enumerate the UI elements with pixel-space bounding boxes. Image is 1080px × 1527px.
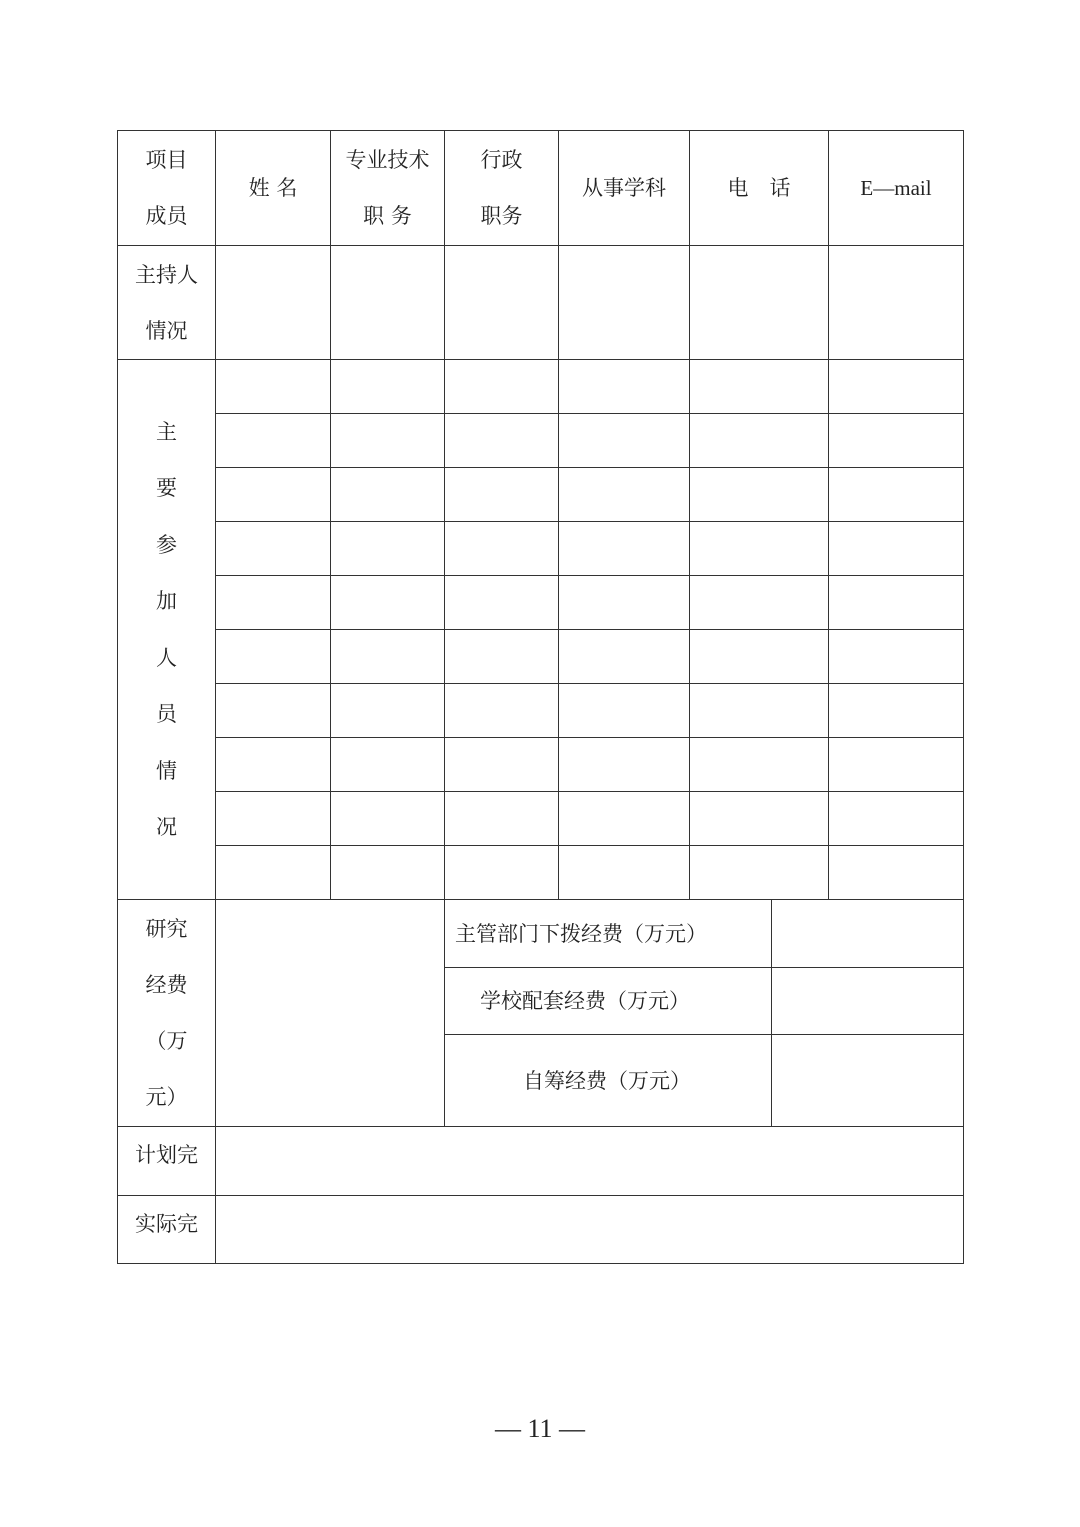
header-tech-title-label: 专业技术 职 务 (345, 148, 430, 228)
participants-label-cell (118, 360, 216, 900)
planned-input[interactable] (216, 1127, 964, 1196)
header-email-label: E—mail (860, 176, 932, 200)
header-phone-label: 电 话 (727, 176, 791, 200)
header-discipline-cell (559, 131, 690, 246)
participant-name-input[interactable] (216, 846, 331, 900)
funding-self-input[interactable] (772, 1035, 964, 1127)
participant-name-input[interactable] (216, 630, 331, 684)
participant-tech-title-input[interactable] (331, 522, 445, 576)
participant-name-input[interactable] (216, 738, 331, 792)
funding-label: 研究 经费 （万 元） (145, 917, 188, 1109)
participant-email-input[interactable] (829, 414, 964, 468)
participant-discipline-input[interactable] (559, 792, 690, 846)
participant-discipline-input[interactable] (559, 630, 690, 684)
participant-admin-title-input[interactable] (445, 684, 559, 738)
participant-email-input[interactable] (829, 630, 964, 684)
participant-admin-title-input[interactable] (445, 522, 559, 576)
participant-name-input[interactable] (216, 522, 331, 576)
participant-tech-title-input[interactable] (331, 414, 445, 468)
participant-discipline-input[interactable] (559, 738, 690, 792)
participant-discipline-input[interactable] (559, 522, 690, 576)
funding-school-label-cell (445, 968, 772, 1035)
host-tech-title-input[interactable] (331, 246, 445, 360)
participant-email-input[interactable] (829, 684, 964, 738)
host-email-input[interactable] (829, 246, 964, 360)
participant-discipline-input[interactable] (559, 576, 690, 630)
funding-self-label: 自筹经费（万元） (523, 1068, 691, 1093)
participant-phone-input[interactable] (690, 360, 829, 414)
header-tech-title-cell (331, 131, 445, 246)
header-row (118, 131, 964, 246)
participant-email-input[interactable] (829, 846, 964, 900)
header-admin-title-cell (445, 131, 559, 246)
participant-discipline-input[interactable] (559, 360, 690, 414)
funding-self-label-cell (445, 1035, 772, 1127)
project-members-form-table (117, 130, 964, 1264)
page-number: — 11 — (494, 1414, 586, 1443)
participant-name-input[interactable] (216, 792, 331, 846)
header-name-label: 姓 名 (248, 176, 298, 200)
planned-label-cell (118, 1127, 216, 1196)
funding-row-dept (118, 900, 964, 968)
participant-phone-input[interactable] (690, 522, 829, 576)
host-label-cell (118, 246, 216, 360)
participant-discipline-input[interactable] (559, 414, 690, 468)
participant-discipline-input[interactable] (559, 846, 690, 900)
participant-tech-title-input[interactable] (331, 468, 445, 522)
participant-tech-title-input[interactable] (331, 792, 445, 846)
participant-phone-input[interactable] (690, 684, 829, 738)
participant-phone-input[interactable] (690, 576, 829, 630)
participant-phone-input[interactable] (690, 846, 829, 900)
actual-label-cell (118, 1196, 216, 1264)
participant-phone-input[interactable] (690, 468, 829, 522)
header-name-cell (216, 131, 331, 246)
header-admin-title-label: 行政 职务 (480, 148, 523, 228)
actual-input[interactable] (216, 1196, 964, 1264)
participant-admin-title-input[interactable] (445, 738, 559, 792)
participant-phone-input[interactable] (690, 414, 829, 468)
funding-school-input[interactable] (772, 968, 964, 1035)
host-admin-title-input[interactable] (445, 246, 559, 360)
participant-email-input[interactable] (829, 522, 964, 576)
participant-row (118, 522, 964, 576)
participant-tech-title-input[interactable] (331, 360, 445, 414)
participant-row (118, 576, 964, 630)
participant-tech-title-input[interactable] (331, 738, 445, 792)
participant-name-input[interactable] (216, 576, 331, 630)
participant-admin-title-input[interactable] (445, 360, 559, 414)
participants-label: 主 要 参 加 人 员 情 况 (156, 419, 177, 839)
participant-name-input[interactable] (216, 360, 331, 414)
participant-admin-title-input[interactable] (445, 468, 559, 522)
funding-label-cell (118, 900, 216, 1127)
participant-email-input[interactable] (829, 468, 964, 522)
participant-admin-title-input[interactable] (445, 576, 559, 630)
actual-row (118, 1196, 964, 1264)
participant-row (118, 684, 964, 738)
participant-row (118, 738, 964, 792)
host-row (118, 246, 964, 360)
participant-tech-title-input[interactable] (331, 684, 445, 738)
participant-row (118, 468, 964, 522)
participant-discipline-input[interactable] (559, 684, 690, 738)
participant-admin-title-input[interactable] (445, 414, 559, 468)
funding-school-label: 学校配套经费（万元） (480, 989, 690, 1013)
participant-phone-input[interactable] (690, 738, 829, 792)
participant-discipline-input[interactable] (559, 468, 690, 522)
participant-name-input[interactable] (216, 468, 331, 522)
participant-tech-title-input[interactable] (331, 630, 445, 684)
funding-dept-input[interactable] (772, 900, 964, 968)
header-email-cell (829, 131, 964, 246)
participant-admin-title-input[interactable] (445, 846, 559, 900)
participant-phone-input[interactable] (690, 792, 829, 846)
participant-tech-title-input[interactable] (331, 846, 445, 900)
participant-name-input[interactable] (216, 684, 331, 738)
host-discipline-input[interactable] (559, 246, 690, 360)
host-phone-input[interactable] (690, 246, 829, 360)
participant-row (118, 414, 964, 468)
funding-dept-label: 主管部门下拨经费（万元） (455, 921, 707, 946)
participant-phone-input[interactable] (690, 630, 829, 684)
header-members-label: 项目 成员 (145, 148, 188, 228)
actual-label: 实际完 (135, 1212, 198, 1236)
participant-name-input[interactable] (216, 414, 331, 468)
participant-admin-title-input[interactable] (445, 630, 559, 684)
participant-tech-title-input[interactable] (331, 576, 445, 630)
participant-email-input[interactable] (829, 738, 964, 792)
header-phone-cell (690, 131, 829, 246)
participant-row (118, 360, 964, 414)
participant-email-input[interactable] (829, 576, 964, 630)
participant-email-input[interactable] (829, 792, 964, 846)
participant-email-input[interactable] (829, 360, 964, 414)
participant-admin-title-input[interactable] (445, 792, 559, 846)
planned-label: 计划完 (135, 1143, 198, 1167)
participant-row (118, 792, 964, 846)
funding-total-input[interactable] (216, 900, 445, 1127)
header-discipline-label: 从事学科 (582, 176, 666, 200)
participant-row (118, 630, 964, 684)
host-name-input[interactable] (216, 246, 331, 360)
host-label: 主持人 情况 (135, 262, 198, 343)
header-members-cell (118, 131, 216, 246)
funding-dept-label-cell (445, 900, 772, 968)
participant-row (118, 846, 964, 900)
planned-row (118, 1127, 964, 1196)
